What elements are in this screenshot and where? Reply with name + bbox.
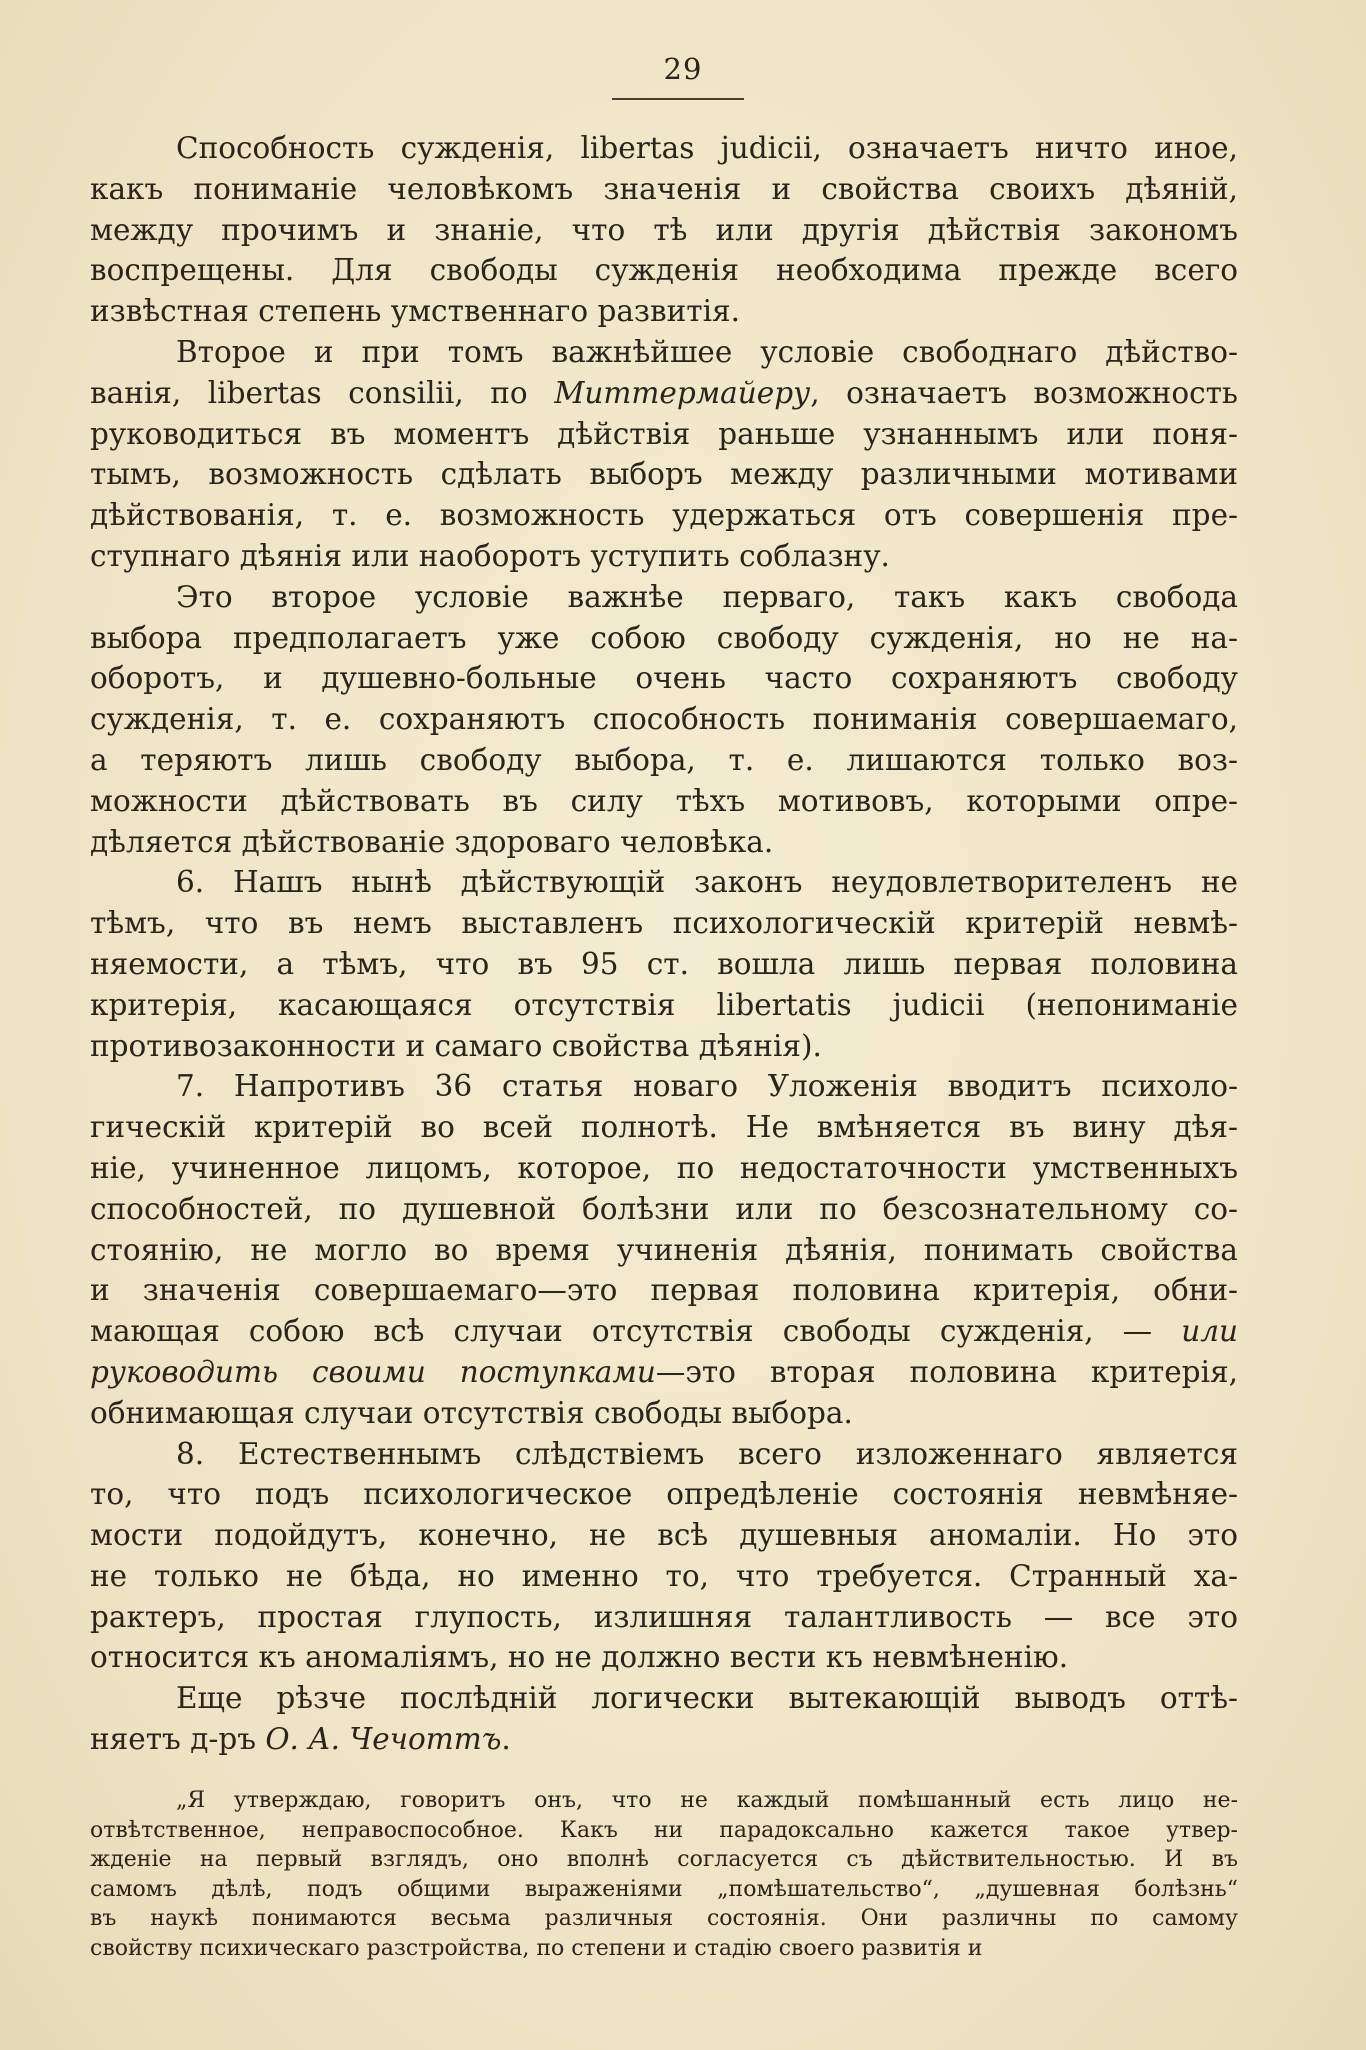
page-number: 29	[663, 52, 703, 86]
text-line: Способность сужденія, libertas judicii, означаетъ ничто иное,	[176, 131, 1238, 165]
text-line: а теряютъ лишь свободу выбора, т. е. лишаются только воз-	[90, 742, 1238, 777]
paragraph	[90, 1678, 1238, 1760]
italic-emphasis: Миттермайеру	[554, 375, 811, 410]
text-line: можности дѣйствовать въ силу тѣхъ мотивовъ, которыми опре-	[90, 783, 1238, 818]
text-line: мости подойдутъ, конечно, не всѣ душевныя аномаліи. Но это	[90, 1518, 1238, 1553]
footnote	[90, 1786, 1238, 1963]
text-line: Это второе условіе важнѣе перваго, такъ какъ свобода	[176, 579, 1238, 614]
text-line: воспрещены. Для свободы сужденія необходима прежде всего	[90, 253, 1238, 288]
text-line: „Я утверждаю, говоритъ онъ, что не каждый помѣшанный есть лицо не-	[176, 1788, 1238, 1813]
text-line: то, что подъ психологическое опредѣленіе состоянія невмѣняе-	[90, 1477, 1238, 1512]
text-line: противозаконности и самаго свойства дѣянія).	[90, 1028, 822, 1063]
paragraph	[90, 128, 1238, 332]
paragraph	[90, 332, 1238, 577]
text-line: самомъ дѣлѣ, подъ общими выраженіями „помѣшательство“, „душевная болѣзнь“	[90, 1876, 1238, 1902]
text-line: выбора предполагаетъ уже собою свободу сужденія, но не на-	[90, 620, 1238, 655]
text-line: ніе, учиненное лицомъ, которое, по недостаточности умственныхъ	[90, 1150, 1238, 1185]
text-line: какъ пониманіе человѣкомъ значенія и свойства своихъ дѣяній,	[90, 171, 1238, 206]
text-line: и значенія совершаемаго—это первая половина критерія, обни-	[90, 1273, 1238, 1308]
text-line: 6. Нашъ нынѣ дѣйствующій законъ неудовлетворителенъ не	[176, 865, 1238, 900]
text-line: критерія, касающаяся отсутствія libertatis judicii (непониманіе	[90, 987, 1238, 1022]
text-line: рактеръ, простая глупость, излишняя талантливость — все это	[90, 1599, 1238, 1634]
text-line: няетъ д-ръ О. А. Чечоттъ.	[90, 1722, 511, 1757]
italic-emphasis: или	[1181, 1314, 1238, 1349]
text-line: относится къ аномаліямъ, но не должно вести къ невмѣненію.	[90, 1640, 1069, 1675]
text-line: обнимающая случаи отсутствія свободы выбора.	[90, 1395, 853, 1430]
text-line: мающая собою всѣ случаи отсутствія свободы сужденія, — или	[90, 1314, 1238, 1349]
text-line: стоянію, не могло во время учиненія дѣянія, понимать свойства	[90, 1232, 1238, 1267]
text-line: ванія, libertas consilii, по Миттермайеру, означаетъ возможность	[90, 375, 1238, 410]
text-line: няемости, а тѣмъ, что въ 95 ст. вошла лишь первая половина	[90, 946, 1238, 981]
text-line: тымъ, возможность сдѣлать выборъ между различными мотивами	[90, 457, 1238, 492]
text-line: руководиться въ моментъ дѣйствія раньше узнаннымъ или поня-	[90, 416, 1238, 451]
text-line: гическій критерій во всей полнотѣ. Не вмѣняется въ вину дѣя-	[90, 1110, 1238, 1145]
text-line: извѣстная степень умственнаго развитія.	[90, 294, 741, 329]
text-line: Второе и при томъ важнѣйшее условіе свободнаго дѣйство-	[176, 334, 1238, 369]
text-line: жденіе на первый взглядъ, оно вполнѣ согласуется съ дѣйствительностью. И въ	[90, 1847, 1238, 1872]
text-line: ступнаго дѣянія или наоборотъ уступить соблазну.	[90, 538, 890, 573]
text-line: оборотъ, и душевно-больные очень часто сохраняютъ свободу	[90, 661, 1238, 696]
text-line: 7. Напротивъ 36 статья новаго Уложенія вводитъ психоло-	[176, 1069, 1238, 1104]
text-line: дѣйствованія, т. е. возможность удержаться отъ совершенія пре-	[90, 498, 1238, 533]
header-rule	[612, 98, 744, 100]
text-line: между прочимъ и знаніе, что тѣ или другія дѣйствія закономъ	[90, 212, 1238, 247]
text-line: не только не бѣда, но именно то, что требуется. Странный ха-	[90, 1558, 1238, 1593]
text-line: Еще рѣзче послѣдній логически вытекающій выводъ оттѣ-	[176, 1681, 1238, 1716]
main-text	[90, 128, 1238, 1760]
text-line: дѣляется дѣйствованіе здороваго человѣка.	[90, 824, 774, 859]
text-line: способностей, по душевной болѣзни или по безсознательному со-	[90, 1191, 1238, 1226]
text-line: отвѣтственное, неправоспособное. Какъ ни парадоксально кажется такое утвер-	[90, 1817, 1238, 1843]
text-line: руководить своими поступками—это вторая половина критерія,	[90, 1354, 1238, 1389]
text-line: свойству психическаго разстройства, по степени и стадію своего развитія и	[90, 1935, 983, 1961]
paragraph	[90, 1066, 1238, 1433]
text-line: въ наукѣ понимаются весьма различныя состоянія. Они различны по самому	[90, 1906, 1238, 1931]
paragraph	[90, 862, 1238, 1066]
text-line: сужденія, т. е. сохраняютъ способность пониманія совершаемаго,	[90, 702, 1238, 737]
italic-emphasis: руководить своими поступками	[90, 1354, 656, 1389]
paragraph	[90, 1786, 1238, 1963]
paragraph	[90, 577, 1238, 863]
paragraph	[90, 1434, 1238, 1679]
text-line: 8. Естественнымъ слѣдствіемъ всего изложеннаго является	[176, 1436, 1238, 1471]
italic-emphasis: О. А. Чечоттъ	[265, 1722, 502, 1757]
text-line: тѣмъ, что въ немъ выставленъ психологическій критерій невмѣ-	[90, 906, 1238, 941]
